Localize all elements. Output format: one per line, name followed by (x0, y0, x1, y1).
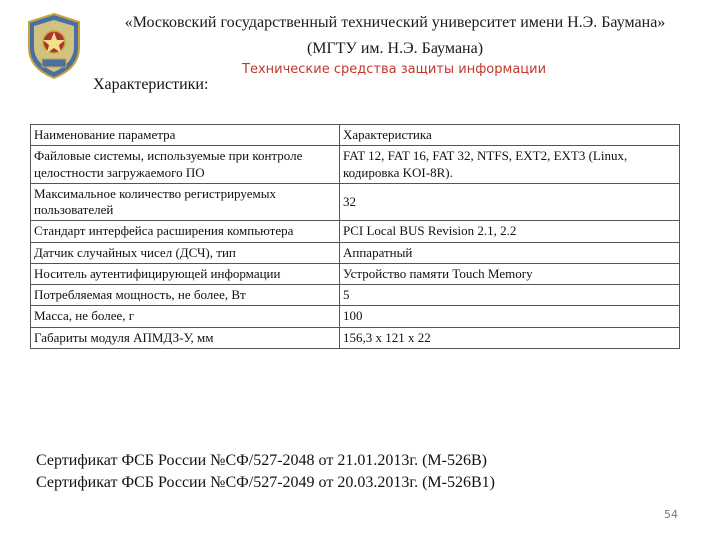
certificate-line: Сертификат ФСБ России №СФ/527-2049 от 20.03.2013г. (М-526В1) (36, 474, 495, 491)
table-row (31, 285, 680, 306)
slide-subtitle: Технические средства защиты информации (242, 62, 547, 77)
table-row (31, 242, 680, 263)
param-cell: Габариты модуля АПМДЗ-У, мм (31, 327, 340, 348)
university-abbreviation: (МГТУ им. Н.Э. Баумана) (306, 40, 484, 57)
certificate-line: Сертификат ФСБ России №СФ/527-2048 от 21.01.2013г. (М-526В) (36, 452, 487, 469)
university-name: «Московский государственный технический университет имени Н.Э. Баумана» (124, 14, 666, 31)
param-cell: Потребляемая мощность, не более, Вт (31, 285, 340, 306)
param-cell: Файловые системы, используемые при контроле целостности загружаемого ПО (31, 146, 340, 184)
table-row (31, 221, 680, 242)
value-cell: Устройство памяти Touch Memory (340, 263, 680, 284)
table-row (31, 306, 680, 327)
param-cell: Носитель аутентифицирующей информации (31, 263, 340, 284)
header-cell-value: Характеристика (340, 125, 680, 146)
value-cell: 100 (340, 306, 680, 327)
param-cell: Стандарт интерфейса расширения компьютера (31, 221, 340, 242)
specifications-table (30, 124, 680, 349)
table-row (31, 327, 680, 348)
table-header-row (31, 125, 680, 146)
table-row (31, 146, 680, 184)
value-cell: PCI Local BUS Revision 2.1, 2.2 (340, 221, 680, 242)
param-cell: Максимальное количество регистрируемых пользователей (31, 183, 340, 221)
section-label: Характеристики: (93, 76, 209, 93)
param-cell: Датчик случайных чисел (ДСЧ), тип (31, 242, 340, 263)
table-row (31, 263, 680, 284)
table-row (31, 183, 680, 221)
page-number: 54 (664, 508, 678, 521)
university-crest-icon (24, 12, 84, 80)
value-cell: 5 (340, 285, 680, 306)
value-cell: FAT 12, FAT 16, FAT 32, NTFS, EXT2, EXT3 (Linux, кодировка KOI-8R). (340, 146, 680, 184)
param-cell: Масса, не более, г (31, 306, 340, 327)
value-cell: Аппаратный (340, 242, 680, 263)
value-cell: 32 (340, 183, 680, 221)
value-cell: 156,3 х 121 х 22 (340, 327, 680, 348)
header-cell-parameter: Наименование параметра (31, 125, 340, 146)
